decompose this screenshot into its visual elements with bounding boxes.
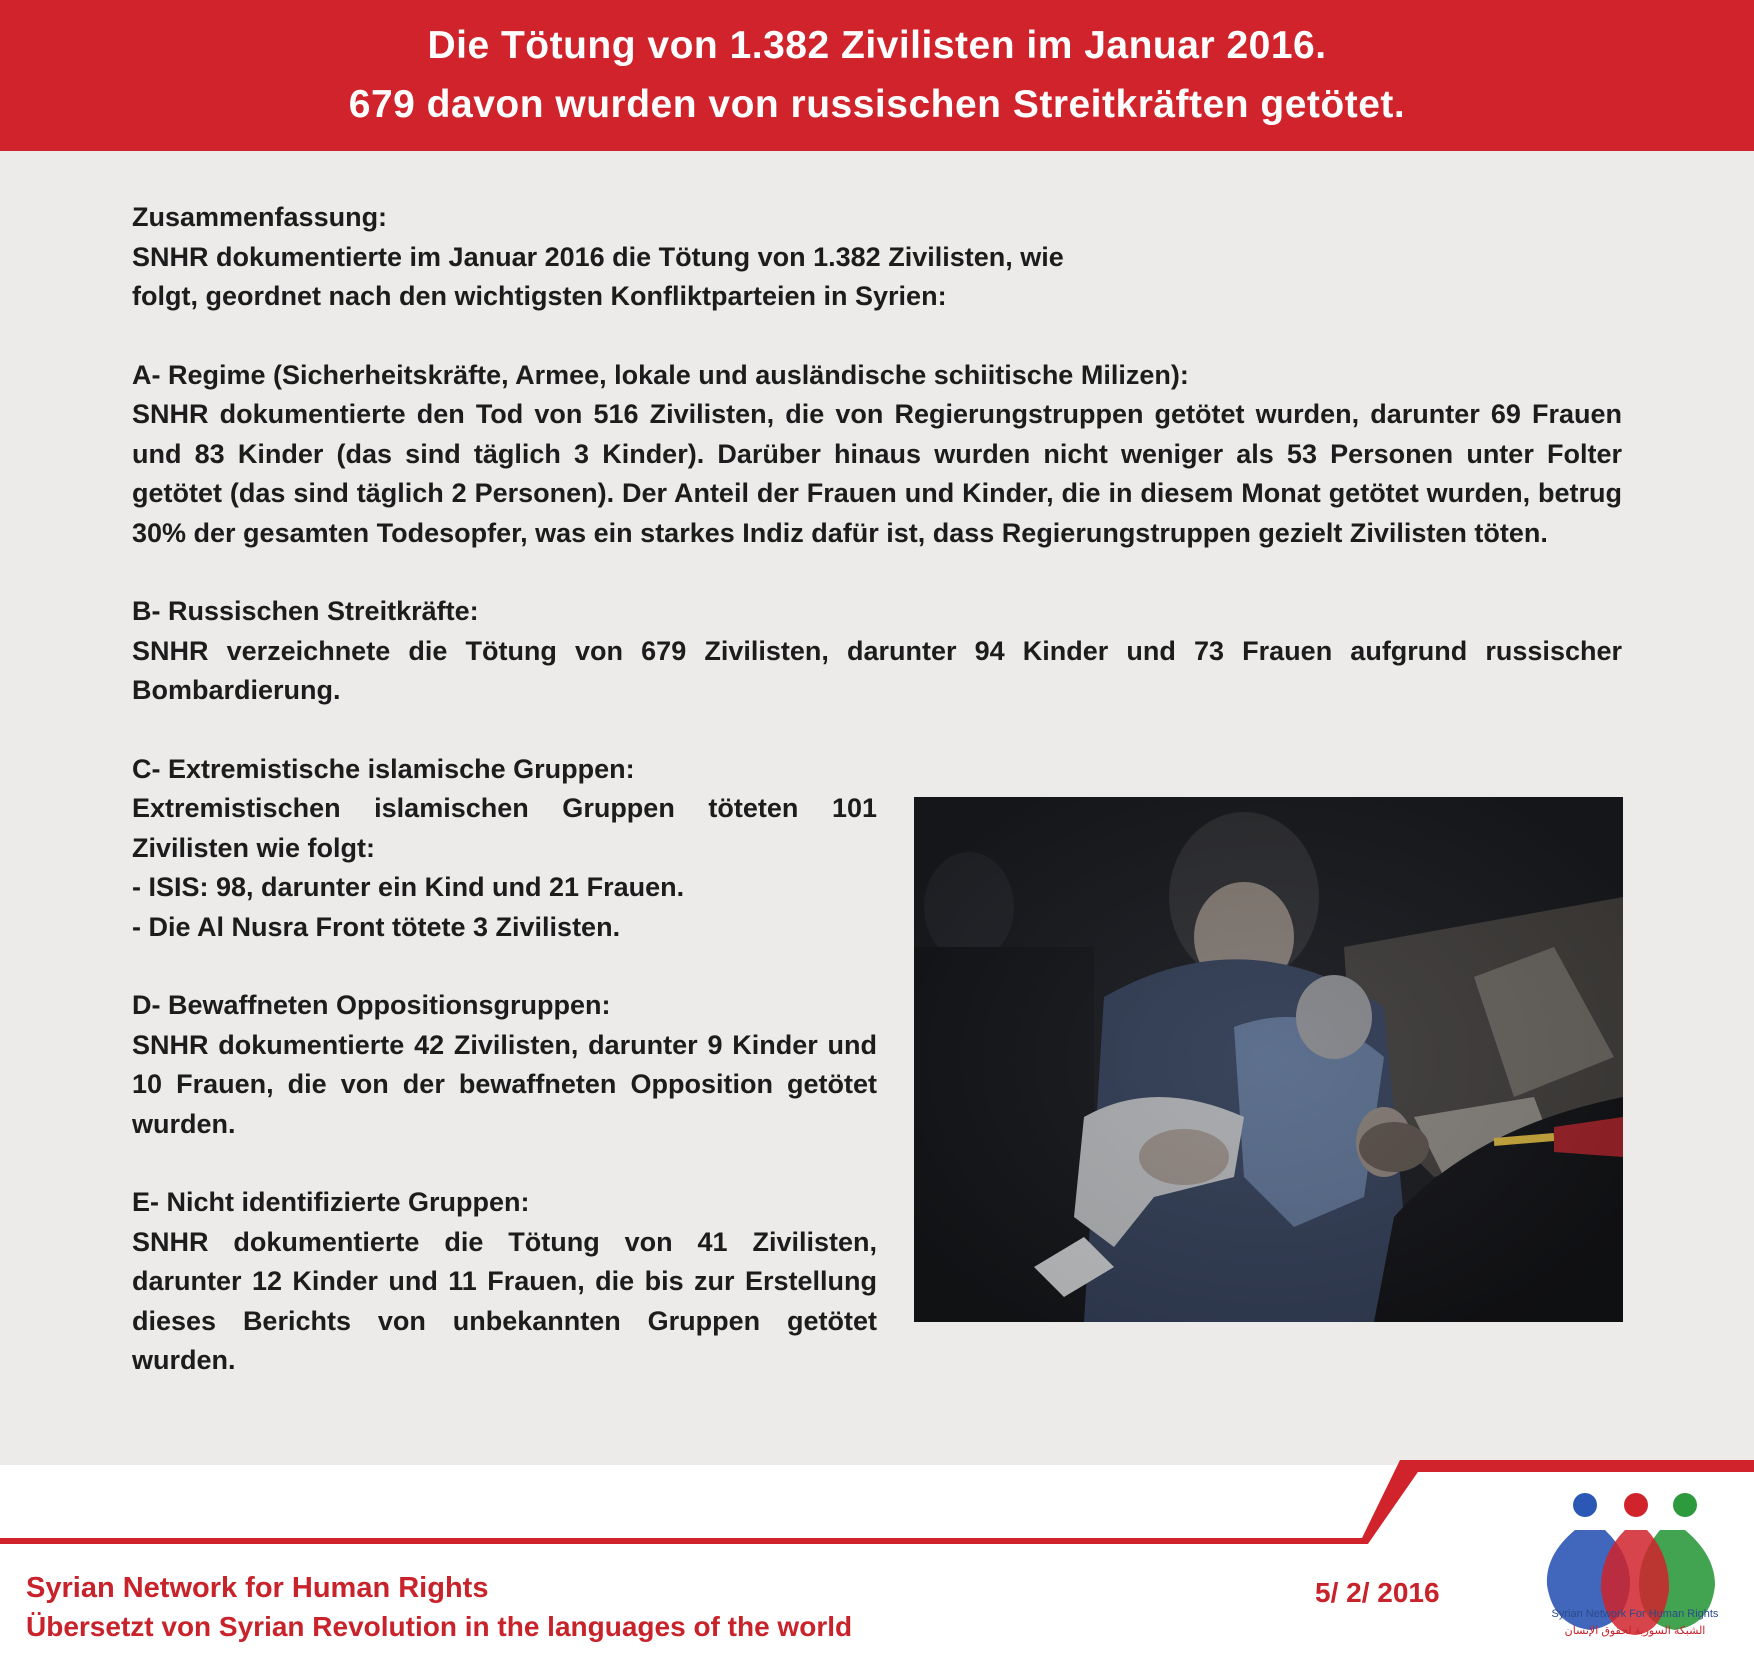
logo-caption-en: Syrian Network For Human Rights <box>1551 1608 1719 1620</box>
section-a-text: SNHR dokumentierte den Tod von 516 Zivilisten, die von Regierungstruppen getötet wurden, darunter 69 Frauen und 83 Kinder (das sind täglich 3 Kinder). Darüber hinaus wurden nicht weniger als 53 Personen unter Folter getötet (das sind täglich 2 Personen). Der Anteil der Frauen und Kinder, die in diesem Monat getötet wurden, betrug 30% der gesamten Todesopfer, was ein starkes Indiz dafür ist, dass Regierungstruppen gezielt Zivilisten töten. <box>132 399 1622 548</box>
summary-section <box>132 198 1622 317</box>
summary-text-line-2: folgt, geordnet nach den wichtigsten Konfliktparteien in Syrien: <box>132 281 947 311</box>
section-russia <box>132 592 1622 711</box>
section-e-text: SNHR dokumentierte die Tötung von 41 Zivilisten, darunter 12 Kinder und 11 Frauen, die bis zur Erstellung dieses Berichts von unbekannten Gruppen getötet wurden. <box>132 1226 877 1375</box>
section-regime <box>132 356 1622 554</box>
section-c-text: Extremistischen islamischen Gruppen töteten 101 Zivilisten wie folgt: <box>132 793 877 863</box>
section-unidentified <box>132 1183 877 1381</box>
title-line-1: Die Tötung von 1.382 Zivilisten im Januar 2016. <box>427 24 1327 67</box>
photo-illustration <box>914 797 1623 1322</box>
section-a-heading: A- Regime (Sicherheitskräfte, Armee, lokale und ausländische schiitische Milizen): <box>132 359 1189 390</box>
section-e-heading: E- Nicht identifizierte Gruppen: <box>132 1187 530 1217</box>
footer-accent-shape <box>0 1460 1754 1550</box>
footer-translation-credit: Übersetzt von Syrian Revolution in the languages of the world <box>26 1611 853 1642</box>
section-c-heading: C- Extremistische islamische Gruppen: <box>132 753 635 784</box>
section-b-text: SNHR verzeichnete die Tötung von 679 Zivilisten, darunter 94 Kinder und 73 Frauen aufgrund russischer Bombardierung. <box>132 635 1622 705</box>
title-banner <box>0 0 1754 151</box>
section-extremists <box>132 750 877 948</box>
section-d-heading: D- Bewaffneten Oppositionsgruppen: <box>132 990 611 1020</box>
section-b-heading: B- Russischen Streitkräfte: <box>132 596 479 626</box>
section-opposition <box>132 986 877 1144</box>
section-c-item-nusra: - Die Al Nusra Front tötete 3 Zivilisten. <box>132 911 621 942</box>
section-c-item-isis: - ISIS: 98, darunter ein Kind und 21 Frauen. <box>132 872 685 902</box>
news-photo <box>914 797 1623 1322</box>
title-line-2: 679 davon wurden von russischen Streitkräften getötet. <box>348 83 1406 126</box>
summary-heading: Zusammenfassung: <box>132 202 388 232</box>
logo-caption-ar: الشبكة السورية لحقوق الإنسان <box>1564 1625 1706 1637</box>
summary-text-line-1: SNHR dokumentierte im Januar 2016 die Tötung von 1.382 Zivilisten, wie <box>132 241 1064 272</box>
section-d-text: SNHR dokumentierte 42 Zivilisten, darunter 9 Kinder und 10 Frauen, die von der bewaffneten Opposition getötet wurden. <box>132 1029 877 1139</box>
footer-org-name: Syrian Network for Human Rights <box>26 1572 489 1604</box>
footer-date: 5/ 2/ 2016 <box>1315 1577 1440 1608</box>
